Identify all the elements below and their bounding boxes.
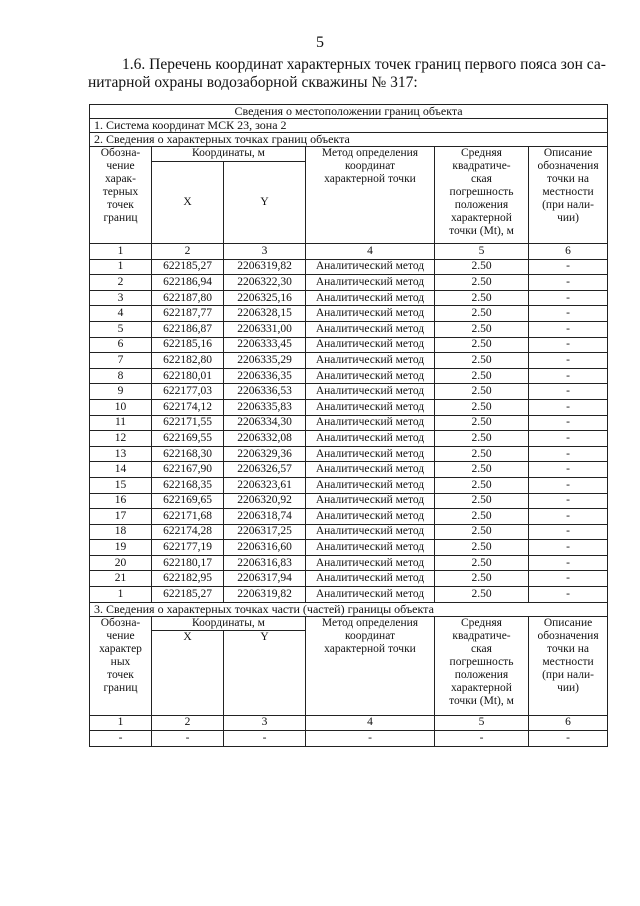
cell-description: - [529, 555, 608, 571]
col-num-5: 5 [435, 244, 529, 260]
heading-line-2: нитарной охраны водозаборной скважины № 317: [88, 74, 418, 91]
cell-method: Аналитический метод [306, 259, 435, 275]
cell-point: 9 [90, 384, 152, 400]
cell-x-coord: 622177,19 [152, 540, 224, 556]
header-y: Y [224, 161, 306, 243]
cell-x-coord: 622180,01 [152, 368, 224, 384]
cell-description: - [529, 446, 608, 462]
cell-x-coord: 622187,77 [152, 306, 224, 322]
cell-error: 2.50 [435, 415, 529, 431]
cell-x-coord: 622185,16 [152, 337, 224, 353]
header-point: Обозна- чение харак- терных точек границ [90, 147, 152, 244]
part-header-description: Описание обозначения точки на местности (при нали- чии) [529, 616, 608, 715]
cell-method: Аналитический метод [306, 306, 435, 322]
cell-point: 4 [90, 306, 152, 322]
cell-description: - [529, 275, 608, 291]
cell-error: 2.50 [435, 524, 529, 540]
cell-point: 12 [90, 431, 152, 447]
table-row [90, 524, 608, 540]
table-title: Сведения о местоположении границ объекта [90, 105, 608, 119]
section-coordinate-system: 1. Система координат МСК 23, зона 2 [90, 119, 608, 133]
cell-method: Аналитический метод [306, 337, 435, 353]
cell-description: - [529, 415, 608, 431]
cell-error: 2.50 [435, 571, 529, 587]
table-row [90, 431, 608, 447]
cell-description: - [529, 493, 608, 509]
col-num-4: 4 [306, 244, 435, 260]
part-header-x: X [152, 630, 224, 715]
cell-x-coord: 622182,95 [152, 571, 224, 587]
cell-error: 2.50 [435, 477, 529, 493]
cell-y-coord: 2206316,60 [224, 540, 306, 556]
cell-error: 2.50 [435, 587, 529, 603]
cell-point: 16 [90, 493, 152, 509]
cell-method: Аналитический метод [306, 353, 435, 369]
cell-y-coord: 2206325,16 [224, 290, 306, 306]
cell-x-coord: 622182,80 [152, 353, 224, 369]
cell-point: 2 [90, 275, 152, 291]
cell-error: 2.50 [435, 540, 529, 556]
table-row [90, 493, 608, 509]
cell-point: 7 [90, 353, 152, 369]
part-col-num-5: 5 [435, 715, 529, 731]
col-num-2: 2 [152, 244, 224, 260]
cell-x-coord: 622169,65 [152, 493, 224, 509]
cell-y-coord: 2206336,35 [224, 368, 306, 384]
cell-error: 2.50 [435, 321, 529, 337]
table-row [90, 462, 608, 478]
cell-error: 2.50 [435, 493, 529, 509]
cell-error: 2.50 [435, 446, 529, 462]
cell-point: 19 [90, 540, 152, 556]
cell-description: - [529, 384, 608, 400]
cell-point: 13 [90, 446, 152, 462]
part-table-row [90, 731, 608, 747]
cell-error: 2.50 [435, 555, 529, 571]
cell-method: Аналитический метод [306, 384, 435, 400]
cell-description: - [529, 540, 608, 556]
cell-method: Аналитический метод [306, 321, 435, 337]
cell-error: 2.50 [435, 353, 529, 369]
cell-description: - [529, 477, 608, 493]
cell-point: 15 [90, 477, 152, 493]
cell-method: Аналитический метод [306, 462, 435, 478]
cell-method: Аналитический метод [306, 368, 435, 384]
cell-x-coord: 622187,80 [152, 290, 224, 306]
cell-point: 1 [90, 587, 152, 603]
cell-point: 20 [90, 555, 152, 571]
cell-point: 8 [90, 368, 152, 384]
part-header-coordinates: Координаты, м [152, 616, 306, 630]
cell-x-coord: 622171,68 [152, 509, 224, 525]
cell-method: Аналитический метод [306, 399, 435, 415]
cell-method: Аналитический метод [306, 509, 435, 525]
cell-error: 2.50 [435, 399, 529, 415]
cell-point: 14 [90, 462, 152, 478]
cell-x-coord: 622174,12 [152, 399, 224, 415]
cell-y-coord: 2206329,36 [224, 446, 306, 462]
part-point: - [90, 731, 152, 747]
cell-x-coord: 622186,94 [152, 275, 224, 291]
cell-description: - [529, 337, 608, 353]
table-row [90, 587, 608, 603]
cell-point: 21 [90, 571, 152, 587]
cell-x-coord: 622167,90 [152, 462, 224, 478]
table-row [90, 337, 608, 353]
cell-description: - [529, 524, 608, 540]
cell-point: 1 [90, 259, 152, 275]
header-coordinates: Координаты, м [152, 147, 306, 162]
cell-method: Аналитический метод [306, 571, 435, 587]
cell-x-coord: 622168,35 [152, 477, 224, 493]
cell-description: - [529, 571, 608, 587]
col-num-1: 1 [90, 244, 152, 260]
cell-method: Аналитический метод [306, 431, 435, 447]
cell-y-coord: 2206332,08 [224, 431, 306, 447]
table-row [90, 399, 608, 415]
cell-y-coord: 2206319,82 [224, 259, 306, 275]
cell-point: 11 [90, 415, 152, 431]
cell-x-coord: 622169,55 [152, 431, 224, 447]
table-row [90, 368, 608, 384]
cell-point: 3 [90, 290, 152, 306]
cell-y-coord: 2206335,29 [224, 353, 306, 369]
cell-y-coord: 2206319,82 [224, 587, 306, 603]
cell-description: - [529, 399, 608, 415]
cell-y-coord: 2206317,25 [224, 524, 306, 540]
cell-method: Аналитический метод [306, 587, 435, 603]
cell-description: - [529, 587, 608, 603]
cell-x-coord: 622174,28 [152, 524, 224, 540]
cell-description: - [529, 290, 608, 306]
cell-y-coord: 2206316,83 [224, 555, 306, 571]
cell-method: Аналитический метод [306, 493, 435, 509]
cell-y-coord: 2206318,74 [224, 509, 306, 525]
cell-y-coord: 2206322,30 [224, 275, 306, 291]
section-part-boundary: 3. Сведения о характерных точках части (частей) границы объекта [90, 602, 608, 616]
table-row [90, 353, 608, 369]
cell-error: 2.50 [435, 368, 529, 384]
cell-error: 2.50 [435, 462, 529, 478]
cell-method: Аналитический метод [306, 477, 435, 493]
heading-line-1: 1.6. Перечень координат характерных точек границ первого пояса зон са- [122, 56, 606, 73]
cell-x-coord: 622185,27 [152, 587, 224, 603]
cell-y-coord: 2206317,94 [224, 571, 306, 587]
cell-x-coord: 622186,87 [152, 321, 224, 337]
cell-x-coord: 622171,55 [152, 415, 224, 431]
cell-method: Аналитический метод [306, 275, 435, 291]
part-header-y: Y [224, 630, 306, 715]
part-col-num-2: 2 [152, 715, 224, 731]
table-row [90, 477, 608, 493]
part-col-num-1: 1 [90, 715, 152, 731]
part-y: - [224, 731, 306, 747]
table-row [90, 259, 608, 275]
cell-point: 10 [90, 399, 152, 415]
cell-x-coord: 622168,30 [152, 446, 224, 462]
part-error: - [435, 731, 529, 747]
part-method: - [306, 731, 435, 747]
cell-x-coord: 622185,27 [152, 259, 224, 275]
header-numbers-row [90, 244, 608, 260]
page-number: 5 [316, 34, 324, 51]
part-x: - [152, 731, 224, 747]
part-col-num-6: 6 [529, 715, 608, 731]
cell-method: Аналитический метод [306, 290, 435, 306]
table-row [90, 446, 608, 462]
cell-y-coord: 2206333,45 [224, 337, 306, 353]
table-row [90, 384, 608, 400]
coordinates-table [89, 104, 608, 747]
cell-point: 17 [90, 509, 152, 525]
cell-error: 2.50 [435, 259, 529, 275]
part-header-method: Метод определения координат характерной точки [306, 616, 435, 715]
cell-y-coord: 2206334,30 [224, 415, 306, 431]
cell-method: Аналитический метод [306, 446, 435, 462]
table-row [90, 321, 608, 337]
cell-error: 2.50 [435, 431, 529, 447]
table-row [90, 571, 608, 587]
cell-description: - [529, 353, 608, 369]
table-row [90, 306, 608, 322]
cell-point: 6 [90, 337, 152, 353]
part-col-num-3: 3 [224, 715, 306, 731]
col-num-3: 3 [224, 244, 306, 260]
table-row [90, 290, 608, 306]
header-error: Средняя квадратиче- ская погрешность положения характерной точки (Mt), м [435, 147, 529, 244]
cell-point: 5 [90, 321, 152, 337]
cell-x-coord: 622180,17 [152, 555, 224, 571]
cell-y-coord: 2206320,92 [224, 493, 306, 509]
part-header-error: Средняя квадратиче- ская погрешность положения характерной точки (Mt), м [435, 616, 529, 715]
table-row [90, 509, 608, 525]
cell-y-coord: 2206326,57 [224, 462, 306, 478]
cell-method: Аналитический метод [306, 415, 435, 431]
cell-error: 2.50 [435, 337, 529, 353]
cell-description: - [529, 259, 608, 275]
cell-method: Аналитический метод [306, 540, 435, 556]
col-num-6: 6 [529, 244, 608, 260]
cell-error: 2.50 [435, 290, 529, 306]
part-col-num-4: 4 [306, 715, 435, 731]
cell-description: - [529, 368, 608, 384]
cell-error: 2.50 [435, 509, 529, 525]
cell-y-coord: 2206335,83 [224, 399, 306, 415]
header-x: X [152, 161, 224, 243]
part-header-point: Обозна- чение характер ных точек границ [90, 616, 152, 715]
header-method: Метод определения координат характерной точки [306, 147, 435, 244]
table-row [90, 540, 608, 556]
cell-y-coord: 2206323,61 [224, 477, 306, 493]
cell-error: 2.50 [435, 384, 529, 400]
cell-error: 2.50 [435, 275, 529, 291]
header-description: Описание обозначения точки на местности (при нали- чии) [529, 147, 608, 244]
cell-description: - [529, 431, 608, 447]
cell-x-coord: 622177,03 [152, 384, 224, 400]
cell-description: - [529, 321, 608, 337]
cell-description: - [529, 306, 608, 322]
part-description: - [529, 731, 608, 747]
cell-description: - [529, 509, 608, 525]
cell-y-coord: 2206328,15 [224, 306, 306, 322]
section-boundary-points: 2. Сведения о характерных точках границ объекта [90, 133, 608, 147]
cell-method: Аналитический метод [306, 524, 435, 540]
part-numbers-row [90, 715, 608, 731]
cell-description: - [529, 462, 608, 478]
cell-y-coord: 2206331,00 [224, 321, 306, 337]
cell-error: 2.50 [435, 306, 529, 322]
table-row [90, 415, 608, 431]
section-heading [88, 56, 606, 92]
cell-method: Аналитический метод [306, 555, 435, 571]
cell-point: 18 [90, 524, 152, 540]
cell-y-coord: 2206336,53 [224, 384, 306, 400]
table-row [90, 275, 608, 291]
table-row [90, 555, 608, 571]
